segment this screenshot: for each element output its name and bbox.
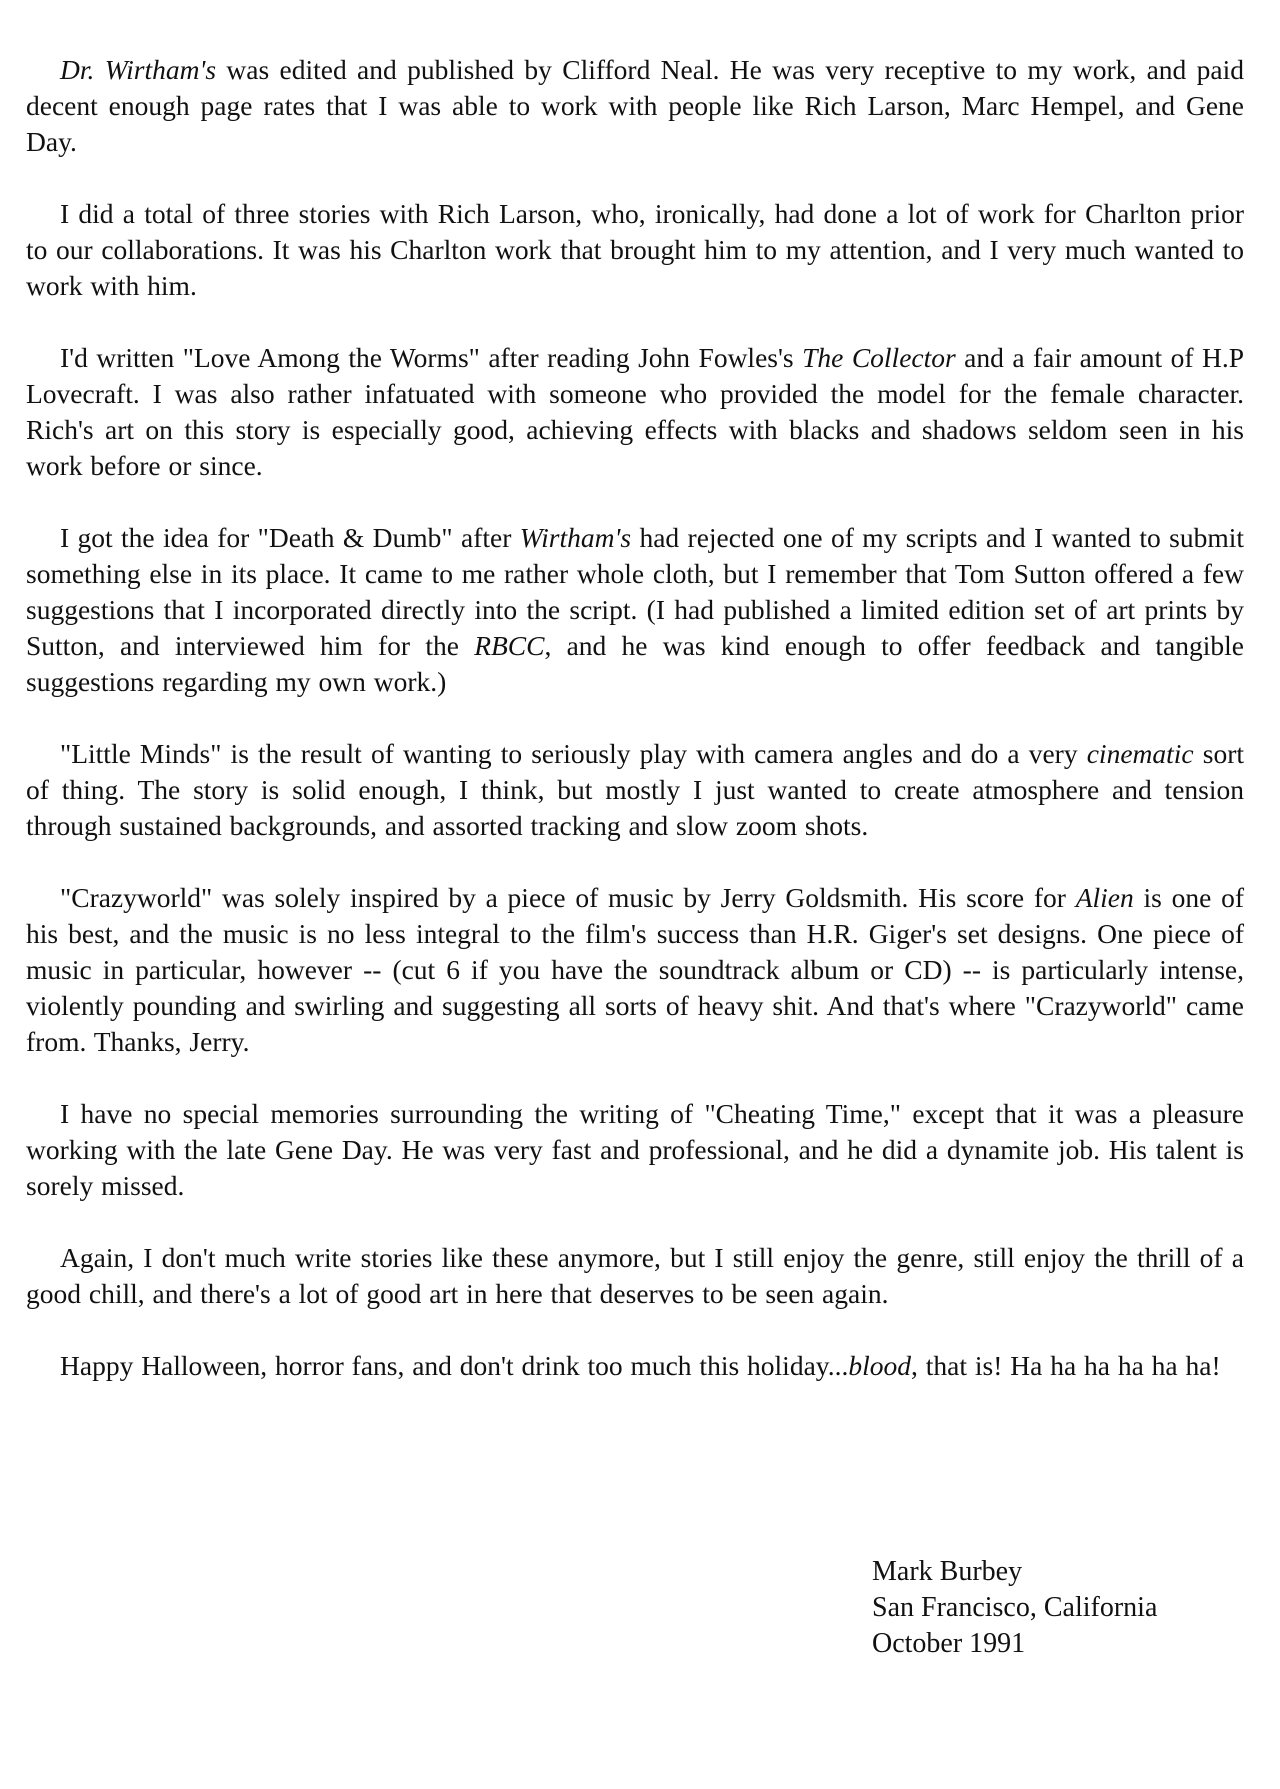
document-body: [26, 52, 1244, 1420]
paragraph-editor-intro: [26, 52, 1244, 160]
paragraph-death-and-dumb: [26, 520, 1244, 700]
text-segment: Wirtham's: [519, 522, 632, 553]
signature-name: Mark Burbey: [872, 1556, 1023, 1587]
text-segment: I'd written "Love Among the Worms" after reading John Fowles's: [60, 342, 803, 373]
text-segment: I have no special memories surrounding the writing of "Cheating Time," except that it was a pleasure working with the late Gene Day. He was very fast and professional, and he did a dynamite job. His talent is sorely missed.: [26, 1098, 1244, 1201]
paragraph-again: [26, 1240, 1244, 1312]
text-segment: and a fair amount of H.P Lovecraft. I was also rather infatuated with someone who provided the model for the female character. Rich's art on this story is especially good, achieving effects with blacks and shadows seldom seen in his work before or since.: [26, 342, 1244, 481]
text-segment: is one of his best, and the music is no less integral to the film's success than H.R. Giger's set designs. One piece of music in particular, however -- (cut 6 if you have the soundtrack album or CD) -- is particularly intense, violently pounding and swirling and suggesting all sorts of heavy shit. And that's where "Crazyworld" came from. Thanks, Jerry.: [26, 882, 1244, 1057]
text-segment: Dr. Wirtham's: [60, 54, 217, 85]
text-segment: I did a total of three stories with Rich Larson, who, ironically, had done a lot of work for Charlton prior to our collaborations. It was his Charlton work that brought him to my attention, and I very much wanted to work with him.: [26, 198, 1244, 301]
text-segment: Happy Halloween, horror fans, and don't drink too much this holiday...: [60, 1350, 849, 1381]
text-segment: sort of thing. The story is solid enough, I think, but mostly I just wanted to create atmosphere and tension through sustained backgrounds, and assorted tracking and slow zoom shots.: [26, 738, 1244, 841]
text-segment: RBCC: [474, 630, 545, 661]
paragraph-love-among-the-worms: [26, 340, 1244, 484]
signature-location: San Francisco, California: [872, 1592, 1158, 1623]
text-segment: The Collector: [802, 342, 956, 373]
paragraph-rich-larson: [26, 196, 1244, 304]
text-segment: cinematic: [1086, 738, 1194, 769]
text-segment: "Little Minds" is the result of wanting to seriously play with camera angles and do a very: [60, 738, 1087, 769]
text-segment: was edited and published by Clifford Neal. He was very receptive to my work, and paid decent enough page rates that I was able to work with people like Rich Larson, Marc Hempel, and Gene Day.: [26, 54, 1244, 157]
signature-date: October 1991: [872, 1628, 1026, 1659]
paragraph-cheating-time: [26, 1096, 1244, 1204]
text-segment: , that is! Ha ha ha ha ha ha!: [911, 1350, 1221, 1381]
text-segment: I got the idea for "Death & Dumb" after: [60, 522, 520, 553]
paragraph-crazyworld: [26, 880, 1244, 1060]
paragraph-little-minds: [26, 736, 1244, 844]
paragraph-happy-halloween: [26, 1348, 1244, 1384]
text-segment: , and he was kind enough to offer feedback and tangible suggestions regarding my own work.): [26, 630, 1244, 697]
signature-block: [872, 1554, 1157, 1662]
text-segment: had rejected one of my scripts and I wanted to submit something else in its place. It came to me rather whole cloth, but I remember that Tom Sutton offered a few suggestions that I incorporated directly into the script. (I had published a limited edition set of art prints by Sutton, and interviewed him for the: [26, 522, 1244, 661]
text-segment: Alien: [1075, 882, 1134, 913]
text-segment: Again, I don't much write stories like these anymore, but I still enjoy the genre, still enjoy the thrill of a good chill, and there's a lot of good art in here that deserves to be seen again.: [26, 1242, 1244, 1309]
text-segment: blood: [848, 1350, 912, 1381]
text-segment: "Crazyworld" was solely inspired by a piece of music by Jerry Goldsmith. His score for: [60, 882, 1076, 913]
